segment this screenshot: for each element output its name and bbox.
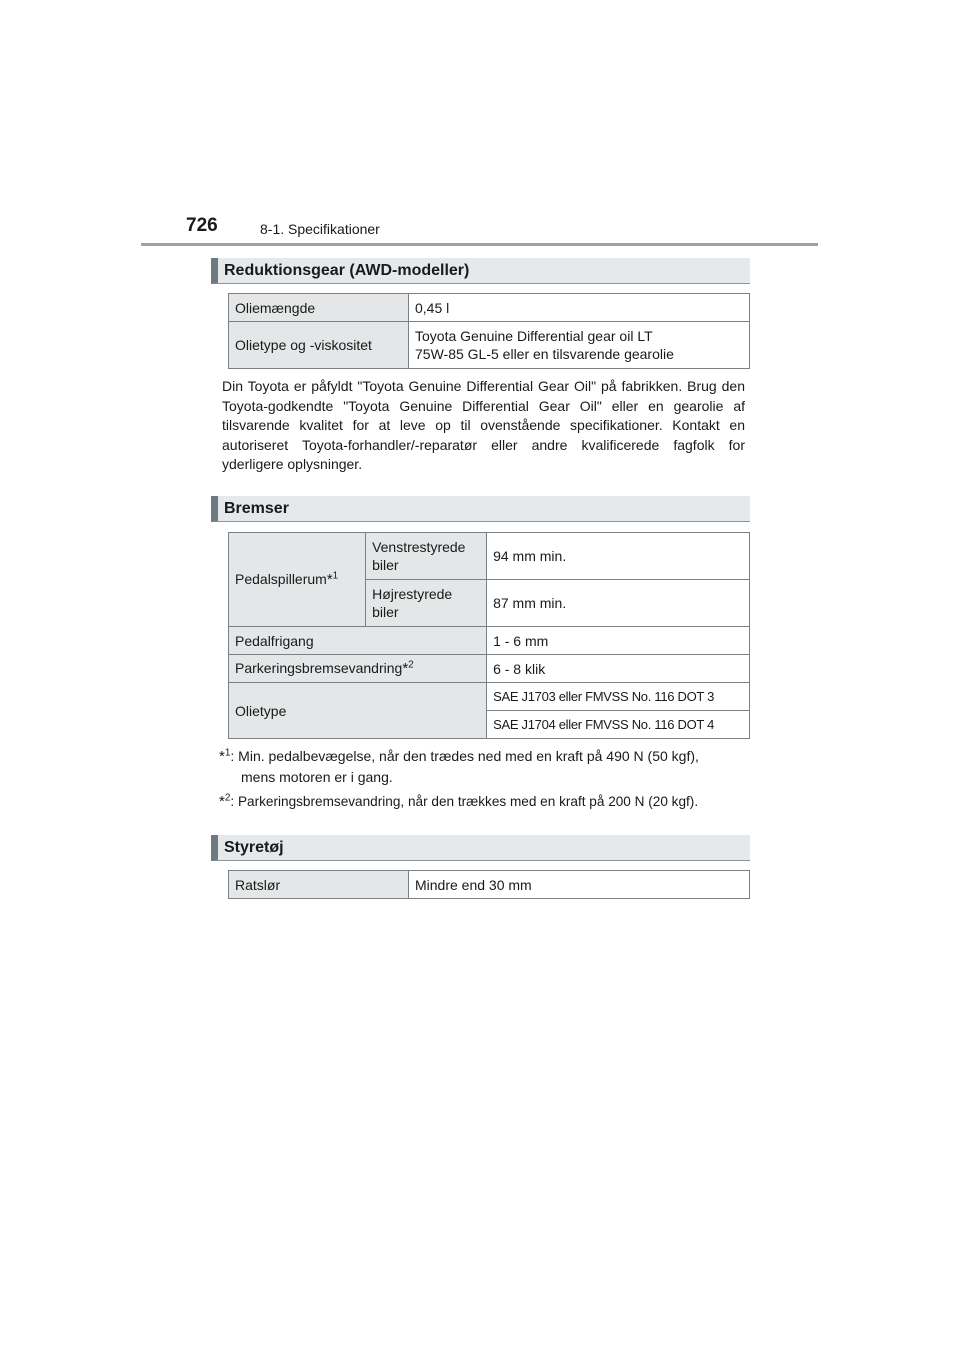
oil-capacity-label: Oliemængde (229, 294, 409, 322)
oil-type-value (409, 322, 750, 369)
fluid-type-value-dot3: SAE J1703 eller FMVSS No. 116 DOT 3 (487, 683, 750, 711)
fluid-type-label: Olietype (229, 683, 487, 739)
parking-brake-travel-label: Parkeringsbremsevandring*$^2$ (229, 655, 487, 683)
pedal-clearance-label: Pedalspillerum*$^1$ (229, 533, 366, 627)
lhd-value: 94 mm min. (487, 533, 750, 580)
oil-type-value-line1: Toyota Genuine Differential gear oil LT (415, 328, 653, 344)
oil-type-value-line2: 75W-85 GL-5 eller en tilsvarende gearolie (415, 346, 674, 362)
reduction-gear-paragraph: Din Toyota er påfyldt "Toyota Genuine Differential Gear Oil" på fabrikken. Brug den Toyota-godkendte "Toyota Genuine Differential Gear Oil" eller en gearolie af tilsvarende kvalitet for at leve op til ovenstående specifikationer. Kontakt en autoriseret Toyota-forhandler/-reparatør eller andre kvalificerede fagfolk for yderligere oplysninger. (222, 378, 745, 472)
page-number: 726 (186, 215, 218, 236)
section-heading-steering: Styretøj (211, 835, 750, 861)
oil-type-label: Olietype og -viskositet (229, 322, 409, 369)
table-row (229, 871, 750, 899)
reduction-gear-table (228, 293, 750, 369)
lhd-label: Venstrestyrede biler (366, 533, 487, 580)
fluid-type-value-dot4: SAE J1704 eller FMVSS No. 116 DOT 4 (487, 711, 750, 739)
footnote-sup: 1 (332, 570, 339, 582)
table-row (229, 322, 750, 369)
oil-capacity-value: 0,45 l (409, 294, 750, 322)
table-row (229, 627, 750, 655)
steering-play-label: Ratslør (229, 871, 409, 899)
pedal-free-play-label: Pedalfrigang (229, 627, 487, 655)
table-row (229, 655, 750, 683)
footnote-marker: * (326, 571, 333, 588)
header-rule (141, 243, 818, 246)
section-heading-reduction-gear: Reduktionsgear (AWD-modeller) (211, 258, 750, 284)
rhd-value: 87 mm min. (487, 580, 750, 627)
pedal-free-play-value: 1 - 6 mm (487, 627, 750, 655)
brakes-table (228, 532, 750, 739)
table-row (229, 294, 750, 322)
table-row (229, 533, 750, 580)
rhd-label: Højrestyrede biler (366, 580, 487, 627)
footnote-marker: * (402, 660, 409, 677)
steering-play-value: Mindre end 30 mm (409, 871, 750, 899)
footnote-1: *$^1$: Min. pedalbevægelse, når den trædes ned med en kraft på 490 N (50 kgf), mens motoren er i gang. (219, 747, 699, 785)
footnote-2: *$^2$: Parkeringsbremsevandring, når den trækkes med en kraft på 200 N (20 kgf). (219, 792, 699, 810)
table-row (229, 683, 750, 711)
chapter-title: 8-1. Specifikationer (260, 221, 380, 237)
footnote-sup: 2 (408, 659, 414, 671)
parking-brake-travel-value: 6 - 8 klik (487, 655, 750, 683)
section-heading-brakes: Bremser (211, 496, 750, 522)
steering-table (228, 870, 750, 899)
